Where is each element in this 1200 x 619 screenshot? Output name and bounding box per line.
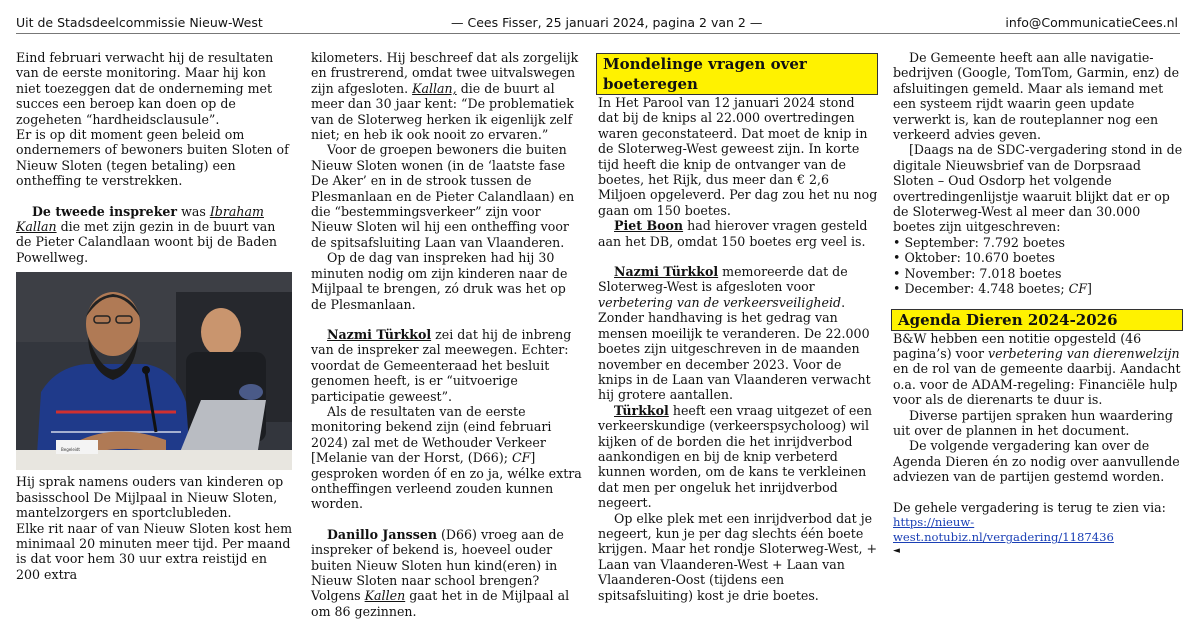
speaker-name: Piet Boon [614, 218, 684, 234]
column-2 [311, 50, 583, 619]
list-item: • September: 7.792 boetes [893, 235, 1185, 250]
speaker-name: Danillo Janssen [327, 526, 437, 542]
paragraph: Diverse partijen spraken hun waardering uit over de plannen in het document. [893, 407, 1173, 438]
speaker-photo [16, 272, 292, 470]
header-left: Uit de Stadsdeelcommissie Nieuw-West [16, 15, 263, 30]
list-item: • Oktober: 10.670 boetes [893, 250, 1185, 265]
paragraph: De gehele vergadering is terug te zien via: [893, 499, 1166, 515]
column-1 [16, 50, 294, 582]
list-item: • December: 4.748 boetes; CF] [893, 281, 1185, 296]
section-heading: Mondelinge vragen over boeteregen [596, 53, 878, 95]
page-header [0, 0, 1200, 34]
link-paragraph [893, 515, 1185, 546]
header-right: info@CommunicatieCees.nl [1005, 15, 1178, 30]
speaker-name: Türkkol [614, 402, 669, 418]
paragraph: Op de dag van inspreken had hij 30 minuten nodig om zijn kinderen naar de Mijlpaal te brengen, zó druk was het op de Plesmanlaan. [311, 250, 568, 312]
back-arrow: ◄ [893, 545, 900, 556]
paragraph: Elke rit naar of van Nieuw Sloten kost hem minimaal 20 minuten meer tijd. Per maand is dat voor hem 30 uur extra reistijd en 200 extra [16, 520, 293, 582]
speaker-name: Ibraham Kallan [16, 203, 264, 235]
paragraph: Danillo Janssen (D66) vroeg aan de inspreker of bekend is, hoeveel ouder buiten Nieuw Sloten hun kind(eren) in Nieuw Sloten naar school brengen? Volgens Kallen gaat het in de Mijlpaal al om 86 gezinnen. [311, 526, 570, 619]
paragraph: In Het Parool van 12 januari 2024 stond dat bij de knips al 22.000 overtredingen waren geconstateerd. Dat moet de knip in de Sloterweg-West geweest zijn. In korte tijd heeft die knip de ontvanger van de boetes, het Rijk, dus meer dan € 2,6 Miljoen opgeleverd. Per dag zou het nu nog gaan om 150 boetes. [598, 95, 878, 218]
paragraph: De volgende vergadering kan over de Agenda Dieren én zo nodig over aanvullende adviezen van de partijen gestemd worden. [893, 438, 1180, 485]
column-3 [598, 53, 878, 603]
header-center: — Cees Fisser, 25 januari 2024, pagina 2 van 2 — [451, 15, 763, 30]
list-item: • November: 7.018 boetes [893, 266, 1185, 281]
paragraph: Piet Boon had hierover vragen gesteld aan het DB, omdat 150 boetes erg veel is. [598, 218, 868, 249]
speaker-name: Nazmi Türkkol [614, 264, 719, 280]
header-divider [16, 33, 1180, 34]
paragraph: B&W hebben een notitie opgesteld (46 pagina’s) voor verbetering van dierenwelzijn en de rol van de gemeente daarbij. Aandacht o.a. voor de ADAM-regeling: Financiële hulp voor als de dierenarts te duur is. [893, 330, 1181, 408]
paragraph: Türkkol heeft een vraag uitgezet of een verkeerskundige (verkeerspsycholoog) wil kijken of de borden die het inrijdverbod aankondigen en bij de knip verbeterd kunnen worden, om de kans te verkleinen dat men per ongeluk het inrijdverbod negeert. [598, 402, 872, 511]
paragraph: Als de resultaten van de eerste monitoring bekend zijn (eind februari 2024) zal met de Wethouder Verkeer [Melanie van der Horst, (D66); CF] gesproken worden óf en zo ja, wélke extra ontheffingen verleend zouden kunnen worden. [311, 403, 582, 512]
meeting-link[interactable]: https://nieuw-west.notubiz.nl/vergadering/1187436 [893, 514, 1114, 545]
column-4 [893, 50, 1185, 556]
paragraph: Voor de groepen bewoners die buiten Nieuw Sloten wonen (in de ‘laatste fase De Aker’ en in de strook tussen de Plesmanlaan en de Pieter Calandlaan) en die “bestemmingsverkeer” zijn voor Nieuw Sloten wil hij een ontheffing voor de spitsafsluiting Laan van Vlaanderen. [311, 142, 575, 250]
paragraph: kilometers. Hij beschreef dat als zorgelijk en frustrerend, omdat twee uitvalswegen zijn afgesloten. Kallan, die de buurt al meer dan 30 jaar kent: “De problematiek van de Sloterweg herken ik eigenlijk zelf niet; en heb ik ook nooit zo ervaren.” [311, 50, 579, 143]
section-heading: Agenda Dieren 2024-2026 [891, 309, 1183, 331]
speaker-name: Nazmi Türkkol [327, 326, 432, 342]
paragraph: Eind februari verwacht hij de resultaten van de eerste monitoring. Maar hij kon niet toezeggen dat de onderneming met succes een beroep kan doen op de zogeheten “hardheidsclausule”. [16, 50, 274, 127]
fines-list [893, 235, 1185, 297]
paragraph: Nazmi Türkkol zei dat hij de inbreng van de inspreker zal meewegen. Echter: voordat de Gemeenteraad het besluit genomen heeft, is er “uitvoerige participatie geweest”. [311, 326, 572, 404]
speaker-intro: De tweede inspreker [32, 203, 178, 219]
paragraph: Er is op dit moment geen beleid om ondernemers of bewoners buiten Sloten of Nieuw Sloten (tegen betaling) een ontheffing te verstrekken. [16, 127, 289, 189]
paragraph: Hij sprak namens ouders van kinderen op basisschool De Mijlpaal in Nieuw Sloten, mantelzorgers en sportclubleden. [16, 474, 284, 521]
paragraph: De tweede inspreker was Ibraham Kallan die met zijn gezin in de buurt van de Pieter Calandlaan woont bij de Baden Powellweg. [16, 203, 278, 265]
paragraph: Op elke plek met een inrijdverbod dat je negeert, kun je per dag slechts één boete krijgen. Maar het rondje Sloterweg-West, + Laan van Vlaanderen-West + Laan van Vlaanderen-Oost (tijdens een spitsafsluiting) kost je drie boetes. [598, 510, 877, 603]
speaker-name: Kallan, [412, 80, 457, 96]
paragraph: Nazmi Türkkol memoreerde dat de Sloterweg-West is afgesloten voor verbetering van de verkeersveiligheid. Zonder handhaving is het gedrag van mensen moeilijk te veranderen. De 22.000 boetes zijn uitgeschreven in de maanden november en december 2023. Voor de knips in de Laan van Vlaanderen verwacht hij grotere aantallen. [598, 264, 871, 403]
photo-illustration [16, 272, 292, 470]
paragraph: [Daags na de SDC-vergadering stond in de digitale Nieuwsbrief van de Dorpsraad Sloten – Oud Osdorp het volgende overtredingenlijstje waaruit blijkt dat er op de Sloterweg-West al meer dan 30.000 boetes zijn uitgeschreven: [893, 142, 1183, 235]
name-card: Begeleidt [61, 447, 80, 453]
paragraph: De Gemeente heeft aan alle navigatie-bedrijven (Google, TomTom, Garmin, enz) de afsluitingen gemeld. Maar als iemand met een systeem rijdt waarin geen update verwerkt is, kan de routeplanner nog een verkeerd advies geven. [893, 50, 1180, 143]
